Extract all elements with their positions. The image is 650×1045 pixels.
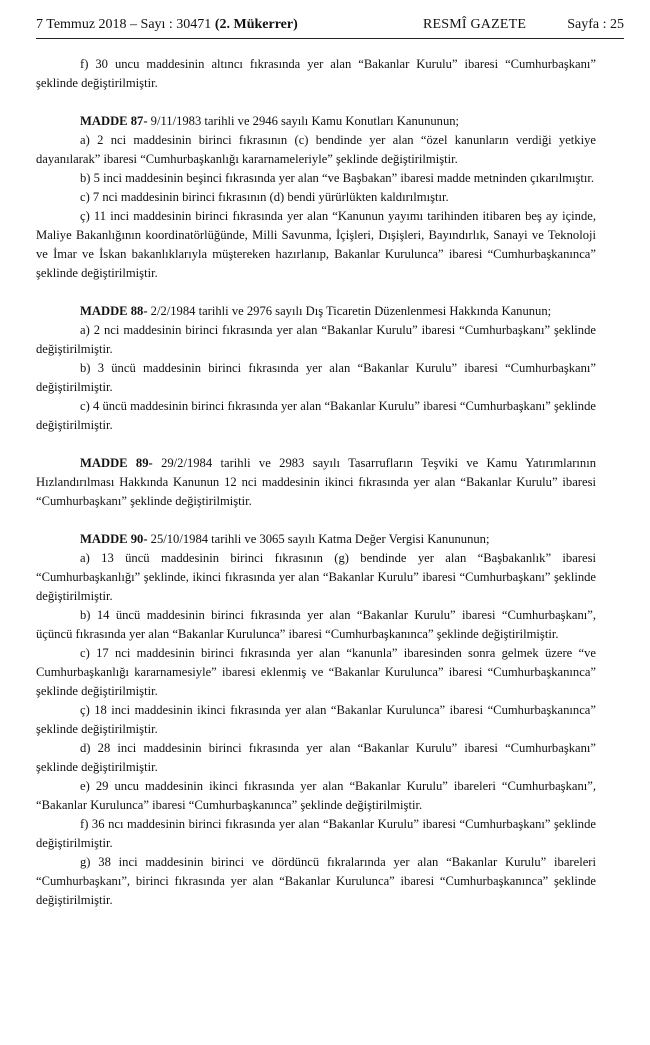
article-text: 29/2/1984 tarihli ve 2983 sayılı Tasarrufların Teşviki ve Kamu Yatırımlarının Hızlandırılması Hakkında Kanunun 12 nci maddesinin ikinci fıkrasında yer alan “Bakanlar Kurulu” ibaresi “Cumhurbaşkanı” şeklinde değiştirilmiştir. (36, 456, 597, 508)
paragraph: g) 38 inci maddesinin birinci ve dördüncü fıkralarında yer alan “Bakanlar Kurulu” ibareleri “Cumhurbaşkanı”, birinci fıkrasında yer alan “Bakanlar Kurulunca” ibaresi “Cumhurbaşkanınca” şeklinde değiştirilmiştir. (36, 855, 596, 907)
paragraph: f) 30 uncu maddesinin altıncı fıkrasında yer alan “Bakanlar Kurulu” ibaresi “Cumhurbaşkanı” şeklinde değiştirilmiştir. (36, 57, 596, 90)
paragraph: a) 2 nci maddesinin birinci fıkrasında yer alan “Bakanlar Kurulu” ibaresi “Cumhurbaşkanı” şeklinde değiştirilmiştir. (36, 323, 596, 356)
paragraph: a) 13 üncü maddesinin birinci fıkrasının (g) bendinde yer alan “Başbakanlık” ibaresi “Cumhurbaşkanlığı” şeklinde, ikinci fıkrasında yer alan “Bakanlar Kurulu” ibaresi “Cumhurbaşkanı” şeklinde değiştirilmiştir. (36, 551, 596, 603)
paragraph: b) 3 üncü maddesinin birinci fıkrasında yer alan “Bakanlar Kurulu” ibaresi “Cumhurbaşkanı” değiştirilmiştir. (36, 361, 596, 394)
article-heading: MADDE 90- (80, 532, 148, 546)
paragraph: c) 7 nci maddesinin birinci fıkrasının (d) bendi yürürlükten kaldırılmıştır. (80, 190, 449, 204)
article-paragraph (36, 112, 596, 131)
paragraph: c) 4 üncü maddesinin birinci fıkrasında yer alan “Bakanlar Kurulu” ibaresi “Cumhurbaşkanı” şeklinde değiştirilmiştir. (36, 399, 596, 432)
article-paragraph (36, 302, 596, 321)
header-mukerrer: (2. Mükerrer) (214, 17, 298, 32)
header-gazette-title: RESMÎ GAZETE (423, 17, 527, 32)
header-date-issue-text: 7 Temmuz 2018 – Sayı : 30471 (36, 17, 212, 32)
paragraph: b) 5 inci maddesinin beşinci fıkrasında yer alan “ve Başbakan” ibaresi madde metninden çıkarılmıştır. (80, 171, 595, 185)
article-paragraph (36, 530, 596, 549)
document-body (36, 55, 596, 910)
paragraph: ç) 11 inci maddesinin birinci fıkrasında yer alan “Kanunun yayımı tarihinden itibaren beş ay içinde, Maliye Bakanlığının koordinatörlüğünde, Milli Savunma, İçişleri, Dışişleri, Bayındırlık, Sanayi ve Teknoloji ve İmar ve İskan bakanlıklarıyla müştereken hazırlanıp, Bakanlar Kurulunca” ibaresi “Cumhurbaşkanınca” şeklinde değiştirilmiştir. (36, 209, 596, 280)
header-date-issue (36, 12, 298, 38)
paragraph: c) 17 nci maddesinin birinci fıkrasında yer alan “kanunla” ibaresinden sonra gelmek üzere “ve Cumhurbaşkanlığı kararnamesiyle” ibaresi eklenmiş ve “Bakanlar Kurulunca” ibaresi “Cumhurbaşkanınca” şeklinde değiştirilmiştir. (36, 646, 596, 698)
paragraph: ç) 18 inci maddesinin ikinci fıkrasında yer alan “Bakanlar Kurulunca” ibaresi “Cumhurbaşkanınca” şeklinde değiştirilmiştir. (36, 703, 596, 736)
page-header (36, 12, 624, 39)
article-heading: MADDE 87- (80, 114, 148, 128)
paragraph: a) 2 nci maddesinin birinci fıkrasının (c) bendinde yer alan “özel kanunların verdiği yetkiye dayanılarak” ibaresi “Cumhurbaşkanlığı kararnameleriyle” şeklinde değiştirilmiştir. (36, 133, 596, 166)
paragraph: d) 28 inci maddesinin birinci fıkrasında yer alan “Bakanlar Kurulu” ibaresi “Cumhurbaşkanı” şeklinde değiştirilmiştir. (36, 741, 596, 774)
paragraph: f) 36 ncı maddesinin birinci fıkrasında yer alan “Bakanlar Kurulu” ibaresi “Cumhurbaşkanı” şeklinde değiştirilmiştir. (36, 817, 596, 850)
article-paragraph (36, 454, 596, 511)
article-text: 25/10/1984 tarihli ve 3065 sayılı Katma Değer Vergisi Kanununun; (147, 532, 490, 546)
article-heading: MADDE 89- (80, 456, 153, 470)
paragraph: e) 29 uncu maddesinin ikinci fıkrasında yer alan “Bakanlar Kurulu” ibareleri “Cumhurbaşkanı”, “Bakanlar Kurulunca” ibaresi “Cumhurbaşkanınca” şeklinde değiştirilmiştir. (36, 779, 596, 812)
article-text: 9/11/1983 tarihli ve 2946 sayılı Kamu Konutları Kanununun; (147, 114, 460, 128)
header-page-number: Sayfa : 25 (567, 17, 624, 32)
paragraph: b) 14 üncü maddesinin birinci fıkrasında yer alan “Bakanlar Kurulu” ibaresi “Cumhurbaşkanı”, üçüncü fıkrasında yer alan “Bakanlar Kurulunca” ibaresi “Cumhurbaşkanınca” şeklinde değiştirilmiştir. (36, 608, 596, 641)
article-heading: MADDE 88- (80, 304, 148, 318)
article-text: 2/2/1984 tarihli ve 2976 sayılı Dış Ticaretin Düzenlenmesi Hakkında Kanunun; (147, 304, 552, 318)
